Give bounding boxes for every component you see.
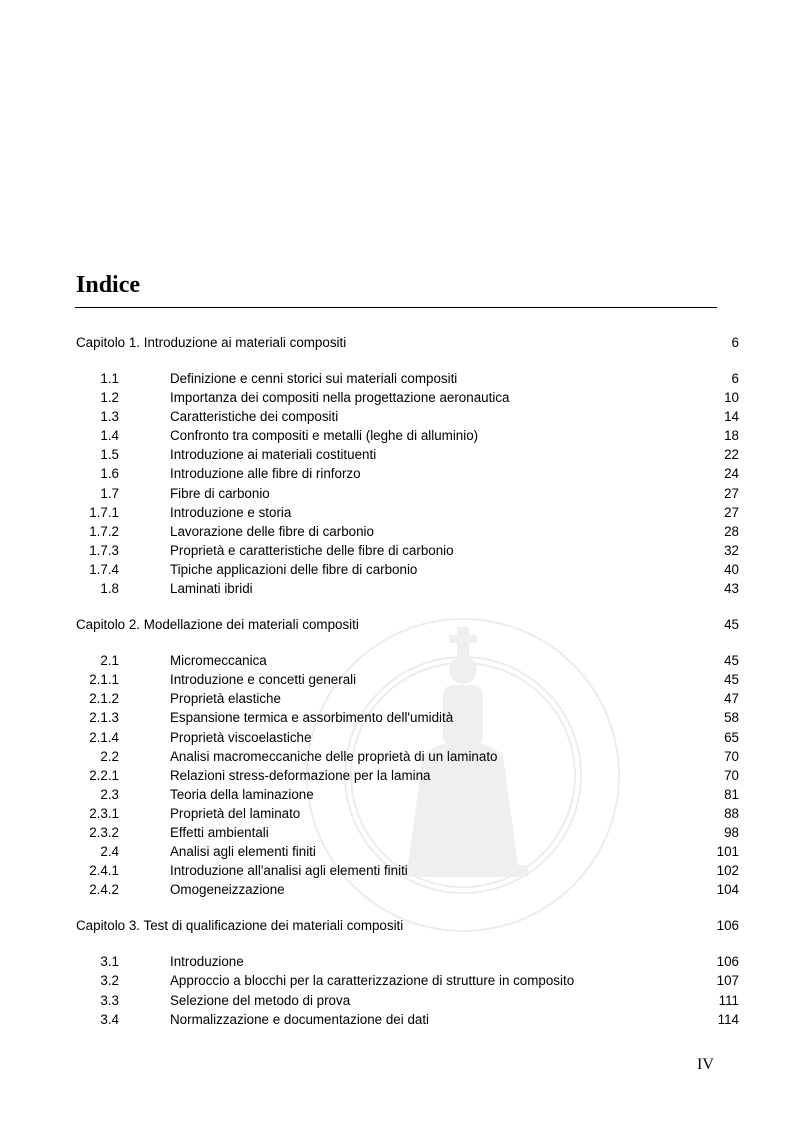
section-title: Tipiche applicazioni delle fibre di carbonio <box>170 561 418 577</box>
section-title: Proprietà del laminato <box>170 805 301 821</box>
section-page: 27 <box>724 485 739 501</box>
toc-chapter[interactable] <box>76 333 739 352</box>
section-title: Proprietà e caratteristiche delle fibre di carbonio <box>170 542 454 558</box>
section-page: 18 <box>724 428 739 444</box>
section-title: Introduzione ai materiali costituenti <box>170 447 377 463</box>
section-page: 101 <box>716 844 739 860</box>
toc-entry[interactable] <box>76 823 739 842</box>
section-number: 2.4 <box>100 844 119 860</box>
section-number: 2.3.2 <box>89 824 119 840</box>
toc-entry[interactable] <box>76 388 739 407</box>
section-page: 14 <box>724 409 739 425</box>
toc-entry[interactable] <box>76 842 739 861</box>
section-title: Selezione del metodo di prova <box>170 992 351 1008</box>
section-number: 2.4.1 <box>89 863 119 879</box>
section-title: Importanza dei compositi nella progettazione aeronautica <box>170 390 510 406</box>
section-title: Relazioni stress-deformazione per la lamina <box>170 767 431 783</box>
section-number: 1.1 <box>100 371 119 386</box>
toc-entry[interactable] <box>76 804 739 823</box>
section-title: Lavorazione delle fibre di carbonio <box>170 523 374 539</box>
section-title: Teoria della laminazione <box>170 786 314 802</box>
section-number: 1.7 <box>100 485 119 501</box>
toc-entry[interactable] <box>76 991 739 1010</box>
section-page: 47 <box>724 691 739 707</box>
toc-entry[interactable] <box>76 880 739 899</box>
section-title: Proprietà elastiche <box>170 691 281 707</box>
section-number: 2.1 <box>100 653 119 669</box>
page-title: Indice <box>76 272 141 298</box>
toc-entry[interactable] <box>76 1010 739 1029</box>
section-number: 2.3.1 <box>89 805 119 821</box>
section-title: Laminati ibridi <box>170 581 253 597</box>
toc-entry[interactable] <box>76 503 739 522</box>
section-title: Introduzione e storia <box>170 504 292 520</box>
section-title: Analisi macromeccaniche delle proprietà di un laminato <box>170 748 498 764</box>
section-page: 107 <box>716 973 739 989</box>
section-title: Introduzione all'analisi agli elementi finiti <box>170 863 408 879</box>
section-number: 1.7.1 <box>89 504 119 520</box>
section-title: Introduzione e concetti generali <box>170 672 357 688</box>
section-title: Fibre di carbonio <box>170 485 270 501</box>
section-page: 27 <box>724 504 739 520</box>
toc-entry[interactable] <box>76 766 739 785</box>
section-page: 45 <box>724 672 739 688</box>
section-title: Analisi agli elementi finiti <box>170 844 316 860</box>
section-title: Caratteristiche dei compositi <box>170 409 339 425</box>
section-title: Omogeneizzazione <box>170 882 285 898</box>
toc-chapter[interactable] <box>76 916 739 935</box>
toc-entry[interactable] <box>76 464 739 483</box>
section-page: 6 <box>731 371 739 386</box>
section-number: 2.2 <box>100 748 119 764</box>
chapter-page: 45 <box>724 617 739 633</box>
section-title: Definizione e cenni storici sui materiali compositi <box>170 371 458 386</box>
toc-entry[interactable] <box>76 541 739 560</box>
toc-entry[interactable] <box>76 689 739 708</box>
section-number: 1.2 <box>100 390 119 406</box>
section-number: 3.1 <box>100 954 119 970</box>
section-number: 1.4 <box>100 428 119 444</box>
section-title: Approccio a blocchi per la caratterizzazione di strutture in composito <box>170 973 575 989</box>
toc-chapter[interactable] <box>76 615 739 634</box>
table-of-contents <box>76 333 739 1029</box>
section-number: 1.6 <box>100 466 119 482</box>
section-number: 2.4.2 <box>89 882 119 898</box>
section-number: 1.5 <box>100 447 119 463</box>
section-title: Introduzione alle fibre di rinforzo <box>170 466 361 482</box>
toc-entry[interactable] <box>76 670 739 689</box>
section-number: 3.4 <box>100 1011 119 1027</box>
toc-entry[interactable] <box>76 651 739 670</box>
section-page: 65 <box>724 729 739 745</box>
section-number: 1.7.4 <box>89 561 119 577</box>
section-page: 32 <box>724 542 739 558</box>
toc-entry[interactable] <box>76 369 739 388</box>
toc-entry[interactable] <box>76 728 739 747</box>
toc-entry[interactable] <box>76 952 739 971</box>
section-number: 1.7.2 <box>89 523 119 539</box>
section-page: 24 <box>724 466 739 482</box>
section-page: 81 <box>724 786 739 802</box>
section-title: Confronto tra compositi e metalli (leghe di alluminio) <box>170 428 479 444</box>
section-number: 2.1.3 <box>89 710 119 726</box>
section-page: 111 <box>718 992 739 1008</box>
chapter-title: Capitolo 1. Introduzione ai materiali compositi <box>76 335 347 350</box>
toc-entry[interactable] <box>76 861 739 880</box>
section-page: 88 <box>724 805 739 821</box>
section-page: 106 <box>716 954 739 970</box>
section-title: Micromeccanica <box>170 653 267 669</box>
section-page: 98 <box>724 824 739 840</box>
section-page: 114 <box>717 1011 739 1027</box>
section-page: 43 <box>724 581 739 597</box>
section-number: 2.1.4 <box>89 729 119 745</box>
section-title: Introduzione <box>170 954 244 970</box>
section-number: 1.7.3 <box>89 542 119 558</box>
section-number: 2.3 <box>100 786 119 802</box>
section-number: 3.2 <box>100 973 119 989</box>
toc-entry[interactable] <box>76 426 739 445</box>
chapter-page: 106 <box>716 918 739 934</box>
page-number: IV <box>697 1056 714 1073</box>
toc-entry[interactable] <box>76 407 739 426</box>
section-page: 40 <box>724 561 739 577</box>
toc-entry[interactable] <box>76 785 739 804</box>
section-number: 1.3 <box>100 409 119 425</box>
toc-entry[interactable] <box>76 579 739 598</box>
section-page: 58 <box>724 710 739 726</box>
toc-entry[interactable] <box>76 445 739 464</box>
section-page: 45 <box>724 653 739 669</box>
toc-entry[interactable] <box>76 747 739 766</box>
toc-entry[interactable] <box>76 560 739 579</box>
section-page: 104 <box>716 882 739 898</box>
section-page: 10 <box>724 390 739 406</box>
toc-entry[interactable] <box>76 484 739 503</box>
section-number: 1.8 <box>100 581 119 597</box>
chapter-page: 6 <box>731 335 739 350</box>
title-divider <box>75 307 717 308</box>
toc-entry[interactable] <box>76 708 739 727</box>
section-title: Espansione termica e assorbimento dell'umidità <box>170 710 454 726</box>
section-number: 2.2.1 <box>89 767 119 783</box>
section-number: 2.1.2 <box>89 691 119 707</box>
chapter-title: Capitolo 3. Test di qualificazione dei materiali compositi <box>76 918 404 934</box>
chapter-title: Capitolo 2. Modellazione dei materiali compositi <box>76 617 359 633</box>
section-title: Proprietà viscoelastiche <box>170 729 312 745</box>
section-number: 2.1.1 <box>89 672 119 688</box>
section-page: 28 <box>724 523 739 539</box>
section-number: 3.3 <box>100 992 119 1008</box>
section-page: 102 <box>716 863 739 879</box>
section-title: Normalizzazione e documentazione dei dati <box>170 1011 430 1027</box>
section-title: Effetti ambientali <box>170 824 269 840</box>
section-page: 22 <box>724 447 739 463</box>
section-page: 70 <box>724 767 739 783</box>
toc-entry[interactable] <box>76 522 739 541</box>
section-page: 70 <box>724 748 739 764</box>
toc-entry[interactable] <box>76 971 739 990</box>
